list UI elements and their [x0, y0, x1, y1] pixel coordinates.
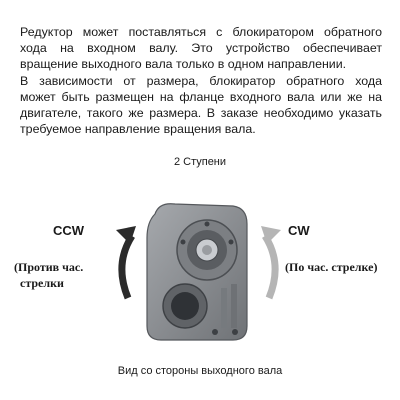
ccw-note	[14, 259, 83, 291]
description-line: требуемое направление вращения вала.	[20, 122, 256, 137]
description-paragraph	[20, 24, 382, 137]
figure-title: 2 Ступени	[173, 156, 227, 168]
cw-note: (По час. стрелке)	[285, 260, 378, 274]
description-line: двигателе, такого же размера. В заказе необходимо указать	[20, 106, 382, 121]
cw-arrow-icon	[255, 222, 295, 312]
description-line: В зависимости от размера, блокиратор обратного хода	[20, 73, 382, 88]
cw-label: CW	[288, 223, 310, 238]
figure-caption: Вид со стороны выходного вала	[117, 365, 283, 377]
description-line: Редуктор может поставляться с блокиратором обратного	[20, 25, 382, 39]
description-line: может быть размещен на фланце входного вала или же на	[20, 89, 382, 104]
gearbox-image	[135, 198, 255, 348]
ccw-note-line2: стрелки	[20, 276, 64, 290]
description-line: вращение выходного вала только в одном направлении.	[20, 57, 347, 72]
ccw-label: CCW	[53, 223, 85, 238]
description-line: хода на входном валу. Это устройство обеспечивает	[20, 41, 382, 56]
ccw-note-line1: (Против час.	[14, 260, 84, 274]
